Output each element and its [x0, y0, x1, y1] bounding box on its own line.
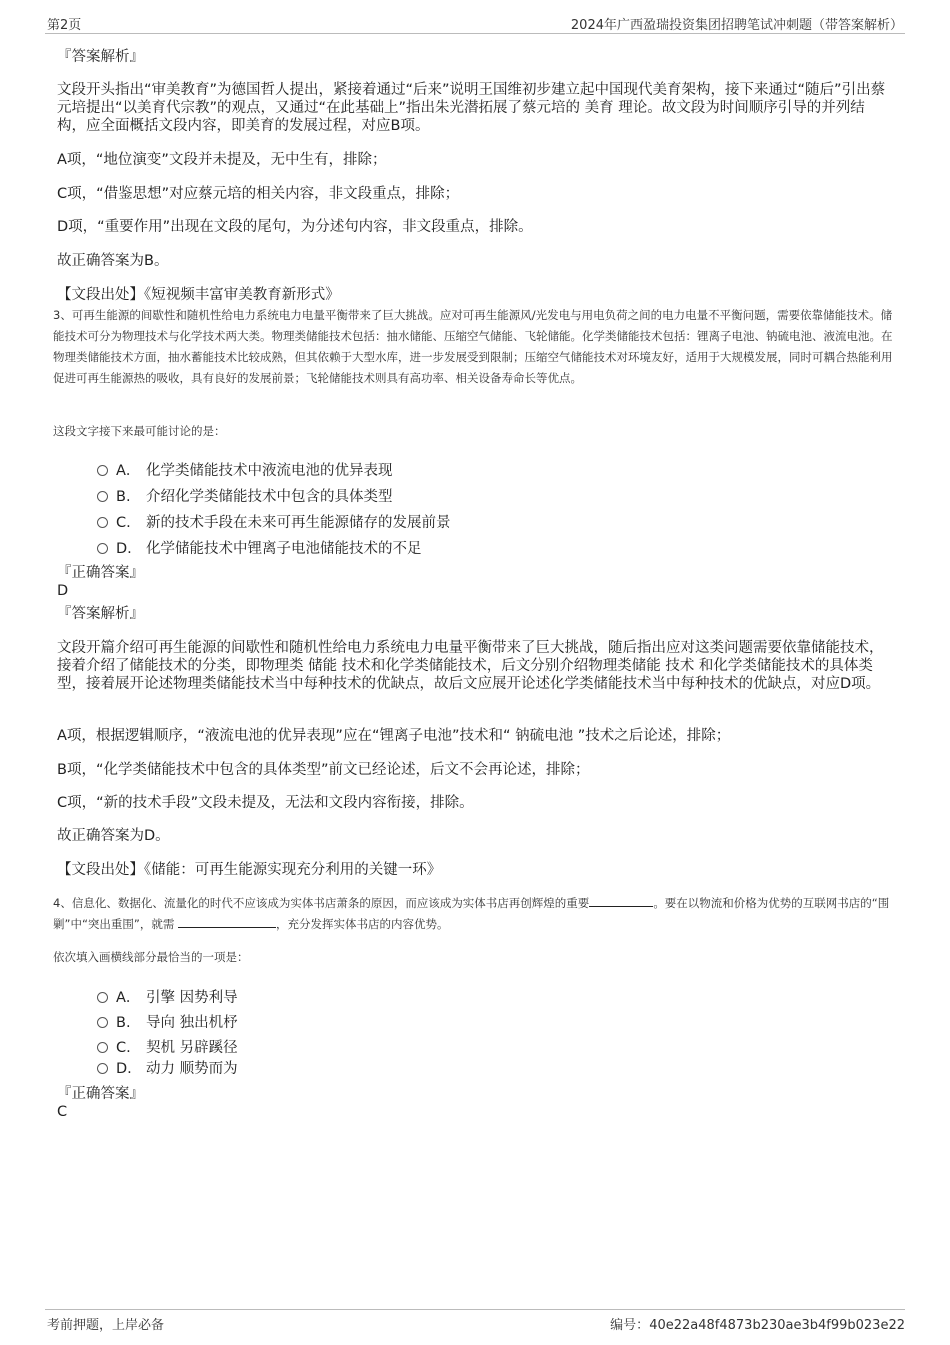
option-letter: C.: [116, 515, 131, 531]
option-letter: C.: [116, 1040, 131, 1056]
option-text: 化学类储能技术中液流电池的优异表现: [146, 463, 393, 479]
option-c[interactable]: [97, 1036, 238, 1057]
option-letter: A．: [116, 463, 141, 479]
answer-conclusion: 故正确答案为D。: [57, 828, 170, 844]
fill-blank-2: [178, 915, 276, 928]
analysis-option-a: A项，“地位演变”文段并未提及，无中生有，排除；: [57, 152, 387, 168]
option-text: 新的技术手段在未来可再生能源储存的发展前景: [146, 515, 451, 531]
option-text: 导向 独出机杼: [146, 1015, 238, 1031]
footer-slogan: 考前押题，上岸必备: [47, 1318, 165, 1333]
answer-analysis-label: 『答案解析』: [57, 49, 144, 65]
option-text: 契机 另辟蹊径: [146, 1040, 238, 1056]
document-title: 2024年广西盈瑞投资集团招聘笔试冲刺题（带答案解析）: [570, 18, 903, 33]
question-stem: 3、可再生能源的间歇性和随机性给电力系统电力电量平衡带来了巨大挑战。应对可再生能源风/光发电与用电负荷之间的电力电量不平衡问题，需要依靠储能技术。储能技术可分为物理技术与化学技术两大类。物理类储能技术包括：抽水储能、压缩空气储能、飞轮储能。化学类储能技术包括：锂离子电池、钠硫电池、液流电池。在物理类储能技术方面，抽水蓄能技术比较成熟，但其依赖于大型水库，进一步发展受到限制；压缩空气储能技术对环境友好，适用于大规模发展，同时可耦合热能利用促进可再生能源热的吸收，具有良好的发展前景；飞轮储能技术则具有高功率、相关设备寿命长等优点。: [53, 308, 893, 385]
answer-analysis-text: 文段开篇介绍可再生能源的间歇性和随机性给电力系统电力电量平衡带来了巨大挑战，随后指出应对这类问题需要依靠储能技术，接着介绍了储能技术的分类，即物理类 储能 技术和化学类储能技术，后文分别介绍物理类储能 技术 和化学类储能技术的具体类型，接着展开论述物理类储能技术当中每种技术的优缺点，故后文应展开论述化学类储能技术当中每种技术的优缺点，对应D项。: [57, 640, 884, 692]
option-text: 化学储能技术中锂离子电池储能技术的不足: [146, 541, 422, 557]
answer-conclusion: 故正确答案为B。: [57, 253, 169, 269]
analysis-option-c: C项，“新的技术手段”文段未提及，无法和文段内容衔接，排除。: [57, 795, 474, 811]
radio-icon[interactable]: [97, 465, 108, 476]
option-text: 引擎 因势利导: [146, 990, 238, 1006]
option-d[interactable]: [97, 1057, 238, 1078]
question-stem: [53, 893, 895, 935]
footer-divider: [45, 1309, 905, 1310]
analysis-option-a: A项，根据逻辑顺序，“液流电池的优异表现”应在“锂离子电池”技术和“ 钠硫电池 ”技术之后论述，排除；: [57, 728, 731, 744]
fill-blank-1: [589, 894, 653, 907]
stem-part-3: ，充分发挥实体书店的内容优势。: [276, 917, 449, 931]
header-divider: [45, 33, 905, 34]
answer-analysis-label: 『答案解析』: [57, 606, 144, 622]
option-letter: B.: [116, 489, 131, 505]
analysis-option-d: D项，“重要作用”出现在文段的尾句，为分述句内容，非文段重点，排除。: [57, 219, 533, 235]
document-code: [610, 1314, 905, 1333]
option-a[interactable]: [97, 986, 238, 1007]
option-d[interactable]: [97, 537, 422, 558]
passage-source: 【文段出处】《储能：可再生能源实现充分利用的关键一环》: [57, 862, 442, 878]
stem-part-2: 。要在以物流和价格为优势的互联网书店的“围剿”中“突出重围”，就需: [53, 896, 890, 931]
radio-icon[interactable]: [97, 1017, 108, 1028]
code-value: 40e22a48f4873b230ae3b4f99b023e22: [649, 1318, 905, 1333]
code-label: 编号：: [610, 1318, 650, 1333]
radio-icon[interactable]: [97, 1063, 108, 1074]
stem-part-1: 4、信息化、数据化、流量化的时代不应该成为实体书店萧条的原因，而应该成为实体书店再创辉煌的重要: [53, 896, 590, 910]
page-number: 第2页: [47, 18, 82, 33]
option-letter: D.: [116, 1061, 132, 1077]
correct-answer-label: 『正确答案』: [57, 1086, 144, 1102]
option-letter: D.: [116, 541, 132, 557]
option-letter: A．: [116, 990, 141, 1006]
option-c[interactable]: [97, 511, 451, 532]
radio-icon[interactable]: [97, 1042, 108, 1053]
option-b[interactable]: [97, 1011, 238, 1032]
question-prompt: 依次填入画横线部分最恰当的一项是：: [53, 950, 249, 964]
option-b[interactable]: [97, 485, 393, 506]
answer-analysis-text: 文段开头指出“审美教育”为德国哲人提出，紧接着通过“后来”说明王国维初步建立起中国现代美育架构，接下来通过“随后”引出蔡元培提出“以美育代宗教”的观点，又通过“在此基础上”指出朱光潜拓展了蔡元培的 美育 理论。故文段为时间顺序引导的并列结构，应全面概括文段内容，即美育的发展过程，对应B项。: [57, 82, 886, 134]
correct-answer: D: [57, 583, 69, 599]
radio-icon[interactable]: [97, 992, 108, 1003]
analysis-option-b: B项，“化学类储能技术中包含的具体类型”前文已经论述，后文不会再论述，排除；: [57, 762, 590, 778]
radio-icon[interactable]: [97, 491, 108, 502]
correct-answer: C: [57, 1104, 68, 1120]
passage-source: 【文段出处】《短视频丰富审美教育新形式》: [57, 287, 340, 303]
correct-answer-label: 『正确答案』: [57, 565, 144, 581]
radio-icon[interactable]: [97, 517, 108, 528]
radio-icon[interactable]: [97, 543, 108, 554]
option-text: 介绍化学类储能技术中包含的具体类型: [146, 489, 393, 505]
option-text: 动力 顺势而为: [146, 1061, 238, 1077]
option-a[interactable]: [97, 459, 393, 480]
option-letter: B.: [116, 1015, 131, 1031]
question-prompt: 这段文字接下来最可能讨论的是：: [53, 424, 226, 438]
analysis-option-c: C项，“借鉴思想”对应蔡元培的相关内容，非文段重点，排除；: [57, 186, 460, 202]
